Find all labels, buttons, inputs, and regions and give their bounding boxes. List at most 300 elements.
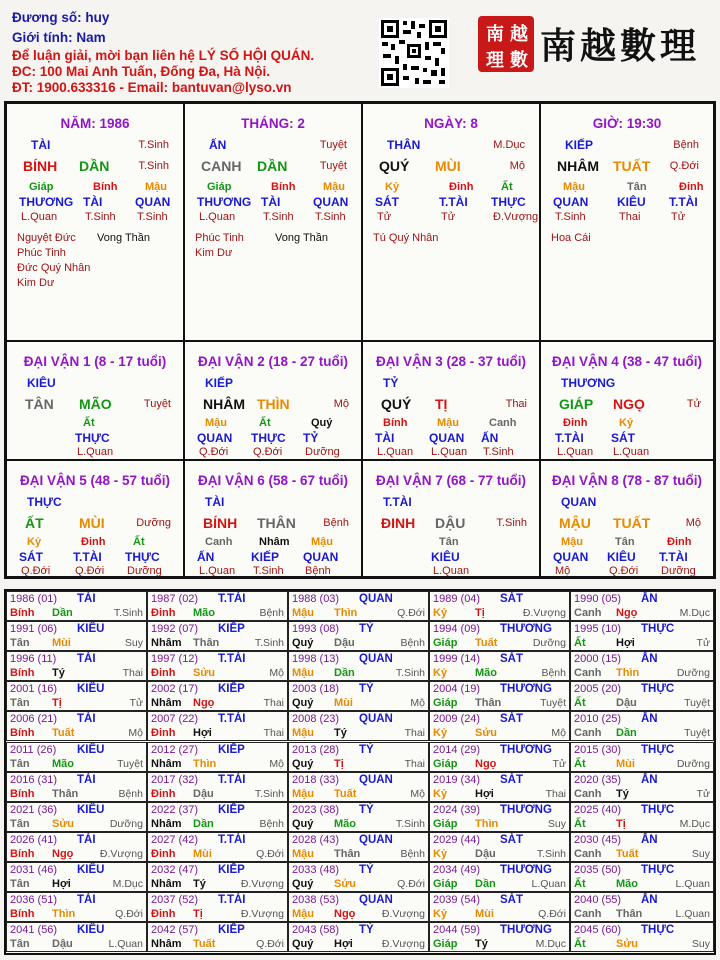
- year-label: 2017 (32): [151, 773, 199, 786]
- year-stage: Thai: [263, 727, 284, 740]
- year-cell: [6, 802, 147, 832]
- year-label: 1991 (06): [10, 623, 58, 636]
- hidden-ten-god: KIÊU: [607, 550, 636, 564]
- year-cell: [288, 621, 429, 651]
- ten-god: QUAN: [561, 495, 597, 509]
- year-ten-god: ẤN: [641, 773, 658, 786]
- year-stage: L.Quan: [675, 908, 710, 920]
- star: Hoa Cái: [551, 232, 591, 244]
- dai-van-cell: [540, 460, 714, 577]
- year-branch: Tị: [475, 607, 485, 619]
- hidden-stage: L.Quan: [431, 446, 468, 458]
- hidden-ten-god: THƯƠNG: [197, 195, 252, 209]
- year-ten-god: THỰC: [641, 743, 675, 756]
- year-ten-god: TÀI: [77, 593, 96, 605]
- year-ten-god: KIẾP: [218, 743, 245, 756]
- year-branch: Hợi: [193, 727, 212, 740]
- phone-email: ĐT: 1900.633316 - Email: bantuvan@lyso.vn: [12, 80, 292, 95]
- year-stem: Nhâm: [151, 877, 182, 890]
- year-branch: Hợi: [334, 938, 353, 951]
- dai-van-title: ĐẠI VẬN 2 (18 - 27 tuổi): [197, 354, 349, 369]
- year-label: 1986 (01): [10, 593, 58, 605]
- ten-god: TỶ: [383, 376, 399, 390]
- hidden-ten-god: TÀI: [261, 195, 281, 209]
- year-ten-god: SÁT: [500, 713, 523, 726]
- year-stage: Mộ: [128, 727, 143, 740]
- year-cell: [570, 772, 714, 802]
- year-ten-god: T.TÀI: [218, 833, 246, 846]
- hidden-ten-god: T.TÀI: [73, 550, 102, 564]
- year-cell: [147, 621, 288, 651]
- stage: Tuyệt: [143, 398, 171, 410]
- year-branch: Mùi: [193, 847, 212, 860]
- hidden-stem: Mậu: [311, 536, 333, 548]
- year-branch: Dậu: [193, 787, 214, 800]
- year-branch: Hợi: [616, 637, 635, 650]
- year-branch: Tuất: [52, 727, 75, 740]
- year-cell: [147, 862, 288, 892]
- year-label: 2045 (60): [574, 924, 622, 937]
- year-ten-god: SÁT: [500, 593, 523, 605]
- year-label: 2008 (23): [292, 713, 340, 726]
- year-branch: Tị: [52, 697, 62, 710]
- year-ten-god: QUAN: [359, 653, 393, 666]
- year-cell: [147, 681, 288, 711]
- heavenly-stem: QUÝ: [379, 158, 410, 174]
- year-label: 2018 (33): [292, 773, 340, 786]
- year-cell: [6, 711, 147, 741]
- year-ten-god: ẤN: [641, 713, 658, 726]
- year-branch: Tý: [334, 727, 347, 740]
- year-ten-god: TỶ: [359, 683, 374, 696]
- year-ten-god: SÁT: [500, 894, 523, 906]
- year-ten-god: QUAN: [359, 773, 393, 786]
- year-ten-god: ẤN: [641, 894, 658, 906]
- dai-van-title: ĐẠI VẬN 7 (68 - 77 tuổi): [375, 473, 527, 488]
- year-cell: [429, 711, 570, 741]
- year-label: 1992 (07): [151, 623, 199, 636]
- year-stage: Tử: [552, 757, 566, 770]
- year-label: 1989 (04): [433, 593, 481, 605]
- year-label: 2022 (37): [151, 803, 199, 816]
- heavenly-stem: GIÁP: [559, 396, 594, 412]
- hidden-ten-god: QUAN: [197, 431, 233, 445]
- year-stage: Đ.Vượng: [522, 607, 566, 619]
- year-branch: Tý: [52, 667, 65, 680]
- year-cell: [570, 802, 714, 832]
- hidden-stem: Tân: [439, 536, 459, 548]
- year-stem: Kỷ: [433, 908, 448, 920]
- hidden-stem: Nhâm: [259, 536, 290, 548]
- hidden-stem: Ất: [259, 417, 271, 429]
- year-branch: Tị: [616, 817, 626, 830]
- year-label: 2010 (25): [574, 713, 622, 726]
- year-ten-god: KIẾP: [218, 924, 245, 937]
- year-stem: Đinh: [151, 787, 176, 800]
- year-stem: Ất: [574, 757, 586, 770]
- year-ten-god: SÁT: [500, 653, 523, 666]
- year-ten-god: TỶ: [359, 803, 374, 816]
- heavenly-stem: QUÝ: [381, 396, 412, 412]
- year-branch: Thìn: [616, 667, 640, 680]
- year-label: 1998 (13): [292, 653, 340, 666]
- year-ten-god: ẤN: [641, 653, 658, 666]
- year-stage: Bệnh: [541, 667, 566, 680]
- hidden-stage: L.Quan: [77, 446, 114, 458]
- year-stage: L.Quan: [531, 877, 566, 890]
- hidden-stem: Mậu: [437, 417, 459, 429]
- year-stage: Tuyệt: [684, 697, 710, 710]
- year-label: 2025 (40): [574, 803, 622, 816]
- year-ten-god: KIẾP: [218, 863, 245, 876]
- year-ten-god: KIẾP: [218, 803, 245, 816]
- hidden-ten-god: KIÊU: [617, 195, 646, 209]
- pillar-title: THÁNG: 2: [241, 116, 305, 131]
- hidden-stage: Q.Đới: [75, 565, 105, 577]
- earthly-branch: THÂN: [257, 515, 296, 531]
- year-cell: [6, 892, 147, 922]
- hidden-ten-god: QUAN: [553, 195, 589, 209]
- earthly-branch: DẦN: [79, 158, 110, 174]
- stage: Mộ: [509, 160, 525, 172]
- year-ten-god: KIẾP: [218, 683, 245, 696]
- year-stage: Thai: [263, 697, 284, 710]
- year-stage: Bệnh: [118, 787, 143, 800]
- year-label: 1996 (11): [10, 653, 57, 666]
- star: Kim Dư: [17, 277, 55, 289]
- year-stem: Giáp: [433, 757, 458, 770]
- ten-god: KIẾP: [565, 138, 594, 152]
- hidden-stage: Đ.Vượng: [493, 211, 539, 223]
- earthly-branch: DẦN: [257, 158, 288, 174]
- year-label: 2015 (30): [574, 743, 622, 756]
- year-label: 2007 (22): [151, 713, 199, 726]
- hidden-ten-god: ẤN: [481, 431, 499, 445]
- year-branch: Thìn: [475, 817, 499, 830]
- hidden-stage: Bệnh: [305, 565, 331, 577]
- year-ten-god: SÁT: [500, 773, 523, 786]
- dai-van-cell: [184, 460, 362, 577]
- hidden-stem: Kỷ: [385, 181, 400, 193]
- year-label: 2042 (57): [151, 924, 199, 937]
- year-cell: [147, 711, 288, 741]
- year-stage: Suy: [547, 817, 566, 830]
- stage: Mộ: [333, 398, 349, 410]
- hidden-stage: L.Quan: [613, 446, 650, 458]
- year-branch: Thân: [616, 908, 643, 920]
- year-stage: Đ.Vượng: [381, 908, 425, 920]
- year-branch: Dần: [334, 667, 355, 680]
- year-stem: Tân: [10, 637, 30, 650]
- year-stage: Tuyệt: [117, 757, 143, 770]
- year-label: 2037 (52): [151, 894, 199, 906]
- year-label: 2014 (29): [433, 743, 481, 756]
- year-cell: [570, 922, 714, 952]
- hidden-stem: Bính: [93, 181, 118, 193]
- hidden-stage: L.Quan: [21, 211, 58, 223]
- year-stage: Q.Đới: [397, 607, 425, 619]
- year-cell: [570, 591, 714, 621]
- year-label: 2032 (47): [151, 863, 199, 876]
- heavenly-stem: ĐINH: [381, 515, 416, 531]
- hidden-stage: T.Sinh: [253, 565, 284, 577]
- year-ten-god: QUAN: [359, 894, 393, 906]
- year-cell: [6, 621, 147, 651]
- heavenly-stem: BÍNH: [203, 515, 238, 531]
- year-stage: Q.Đới: [538, 908, 566, 920]
- dai-van-title: ĐẠI VẬN 3 (28 - 37 tuổi): [375, 354, 527, 369]
- heavenly-stem: ẤT: [25, 515, 44, 531]
- heavenly-stem: MẬU: [559, 515, 591, 531]
- year-stage: Suy: [691, 847, 710, 860]
- seal-char: 數: [510, 50, 528, 71]
- year-ten-god: TỶ: [359, 924, 374, 937]
- dai-van-cell: [6, 460, 184, 577]
- year-cell: [570, 742, 714, 772]
- stage: T.Sinh: [496, 517, 527, 529]
- hidden-stem: Kỷ: [619, 417, 634, 429]
- year-stem: Kỷ: [433, 667, 448, 680]
- ten-god: KIẾP: [205, 376, 234, 390]
- hidden-ten-god: TÀI: [83, 195, 103, 209]
- year-ten-god: THỰC: [641, 803, 675, 816]
- hidden-ten-god: QUAN: [313, 195, 349, 209]
- year-stage: T.Sinh: [395, 817, 425, 830]
- hidden-stem: Mậu: [563, 181, 585, 193]
- year-ten-god: KIÊU: [77, 924, 105, 937]
- year-stem: Kỷ: [433, 787, 448, 800]
- year-cell: [6, 772, 147, 802]
- seal-char: 南: [486, 24, 504, 45]
- year-cell: [6, 862, 147, 892]
- hidden-stem: Đinh: [563, 417, 588, 429]
- year-stem: Mậu: [292, 787, 314, 800]
- year-branch: Sửu: [616, 938, 639, 951]
- hidden-stem: Ất: [501, 181, 513, 193]
- earthly-branch: MÙI: [79, 515, 105, 531]
- year-stem: Canh: [574, 607, 602, 619]
- star: Vong Thần: [97, 232, 151, 244]
- dai-van-title: ĐẠI VẬN 4 (38 - 47 tuổi): [551, 354, 703, 369]
- year-ten-god: KIÊU: [77, 743, 105, 756]
- year-label: 2016 (31): [10, 773, 58, 786]
- year-cell: [429, 892, 570, 922]
- year-branch: Ngọ: [193, 697, 215, 710]
- year-cell: [6, 742, 147, 772]
- year-cell: [429, 832, 570, 862]
- hidden-ten-god: TÀI: [375, 431, 395, 445]
- year-ten-god: TỶ: [359, 863, 374, 876]
- year-branch: Hợi: [475, 787, 494, 800]
- year-branch: Thân: [475, 697, 502, 710]
- year-stage: Dưỡng: [676, 757, 710, 770]
- year-branch: Ngọ: [616, 607, 638, 619]
- year-branch: Tị: [334, 757, 344, 770]
- year-branch: Thân: [334, 847, 361, 860]
- hidden-stem: Đinh: [667, 536, 692, 548]
- year-label: 2027 (42): [151, 833, 199, 846]
- stage: Tuyệt: [319, 160, 347, 172]
- hidden-stage: T.Sinh: [555, 211, 586, 223]
- year-stage: L.Quan: [675, 877, 710, 890]
- hidden-stem: Đinh: [81, 536, 106, 548]
- year-stem: Đinh: [151, 607, 176, 619]
- hidden-ten-god: T.TÀI: [659, 550, 688, 564]
- red-seal-icon: [478, 16, 534, 72]
- bazi-chart: [4, 101, 716, 579]
- hidden-stem: Mậu: [145, 181, 167, 193]
- year-stage: Mộ: [551, 727, 566, 740]
- year-cell: [147, 892, 288, 922]
- star: Kim Dư: [195, 247, 233, 259]
- year-branch: Dậu: [475, 847, 496, 860]
- year-ten-god: QUAN: [359, 593, 393, 605]
- hidden-stage: L.Quan: [433, 565, 470, 577]
- year-stage: Bệnh: [400, 637, 425, 650]
- year-ten-god: TỶ: [359, 623, 374, 636]
- hidden-stage: T.Sinh: [85, 211, 116, 223]
- year-ten-god: T.TÀI: [218, 773, 246, 786]
- year-branch: Dậu: [52, 938, 73, 951]
- hidden-stem: Bính: [383, 417, 408, 429]
- year-cell: [429, 591, 570, 621]
- hidden-stem: Đinh: [449, 181, 474, 193]
- hidden-stem: Tân: [615, 536, 635, 548]
- year-cell: [147, 742, 288, 772]
- year-cell: [429, 802, 570, 832]
- year-stem: Canh: [574, 727, 602, 740]
- year-cell: [570, 832, 714, 862]
- year-cell: [288, 922, 429, 952]
- year-stem: Nhâm: [151, 938, 182, 951]
- hidden-stem: Kỷ: [27, 536, 42, 548]
- year-branch: Hợi: [52, 877, 71, 890]
- year-stem: Ất: [574, 697, 586, 710]
- year-cell: [147, 772, 288, 802]
- year-stem: Tân: [10, 877, 30, 890]
- seal-char: 理: [486, 50, 504, 71]
- year-stage: Tử: [696, 637, 710, 650]
- year-ten-god: THỰC: [641, 623, 675, 636]
- hidden-stage: Tử: [671, 211, 686, 223]
- hidden-stage: T.Sinh: [483, 446, 514, 458]
- year-stage: M.Dục: [535, 938, 566, 951]
- year-label: 2024 (39): [433, 803, 481, 816]
- year-stem: Ất: [574, 938, 586, 951]
- year-stem: Ất: [574, 637, 586, 650]
- year-cell: [429, 922, 570, 952]
- hidden-stage: Thai: [619, 211, 641, 223]
- hidden-stem: Tân: [627, 181, 647, 193]
- year-label: 2002 (17): [151, 683, 199, 696]
- dai-van-cell: [362, 460, 540, 577]
- year-label: 2012 (27): [151, 743, 199, 756]
- year-stage: Thai: [404, 757, 425, 770]
- ten-god: THỰC: [27, 495, 62, 509]
- year-stem: Giáp: [433, 877, 458, 890]
- hidden-stage: T.Sinh: [137, 211, 168, 223]
- earthly-branch: MÃO: [79, 396, 112, 412]
- year-stage: T.Sinh: [395, 667, 425, 680]
- year-cell: [147, 922, 288, 952]
- year-stage: Đ.Vượng: [99, 847, 143, 860]
- year-cell: [6, 832, 147, 862]
- year-branch: Sửu: [52, 817, 75, 830]
- year-label: 2003 (18): [292, 683, 340, 696]
- hidden-stem: Giáp: [29, 181, 54, 193]
- year-stage: L.Quan: [108, 938, 143, 951]
- star: Đức Quý Nhân: [17, 262, 91, 274]
- year-ten-god: THƯƠNG: [500, 924, 552, 937]
- year-branch: Mão: [475, 667, 497, 680]
- heavenly-stem: CANH: [201, 158, 242, 174]
- year-ten-god: THỰC: [641, 683, 675, 696]
- year-label: 1997 (12): [151, 653, 199, 666]
- year-stage: Q.Đới: [397, 877, 425, 890]
- year-cell: [288, 651, 429, 681]
- year-stage: Dưỡng: [109, 817, 143, 830]
- year-branch: Sửu: [193, 667, 216, 680]
- hidden-stem: Bính: [271, 181, 296, 193]
- year-ten-god: KIÊU: [77, 863, 105, 876]
- year-label: 1993 (08): [292, 623, 340, 636]
- earthly-branch: TUẤT: [613, 158, 651, 174]
- year-branch: Dần: [475, 877, 496, 890]
- year-branch: Mùi: [475, 908, 494, 920]
- year-stem: Canh: [574, 787, 602, 800]
- year-branch: Tuất: [475, 637, 498, 650]
- year-label: 2033 (48): [292, 863, 340, 876]
- year-label: 2019 (34): [433, 773, 481, 786]
- year-ten-god: TÀI: [77, 773, 96, 786]
- year-stem: Bính: [10, 667, 35, 680]
- year-cell: [429, 621, 570, 651]
- dai-van-title: ĐẠI VẬN 5 (48 - 57 tuổi): [19, 473, 171, 488]
- star: Phúc Tinh: [17, 247, 66, 259]
- hidden-ten-god: QUAN: [303, 550, 339, 564]
- year-ten-god: THỰC: [641, 863, 675, 876]
- year-label: 2039 (54): [433, 894, 481, 906]
- year-label: 2029 (44): [433, 833, 481, 846]
- hidden-ten-god: T.TÀI: [555, 431, 584, 445]
- year-ten-god: SÁT: [500, 833, 523, 846]
- ten-god: THÂN: [387, 138, 421, 152]
- year-stem: Nhâm: [151, 757, 182, 770]
- stage: Dưỡng: [136, 517, 171, 529]
- year-branch: Mão: [616, 877, 638, 890]
- year-branch: Dần: [193, 817, 214, 830]
- year-label: 2043 (58): [292, 924, 340, 937]
- year-stage: Đ.Vượng: [240, 877, 284, 890]
- year-label: 1988 (03): [292, 593, 340, 605]
- year-cell: [288, 772, 429, 802]
- year-ten-god: THỰC: [641, 924, 675, 937]
- year-ten-god: QUAN: [359, 713, 393, 726]
- year-cell: [570, 711, 714, 741]
- ten-god: KIÊU: [27, 376, 56, 390]
- dai-van-cell: [362, 341, 540, 460]
- year-label: 2036 (51): [10, 894, 58, 906]
- year-label: 2009 (24): [433, 713, 481, 726]
- year-label: 1999 (14): [433, 653, 481, 666]
- year-stage: T.Sinh: [254, 637, 284, 650]
- year-cell: [288, 591, 429, 621]
- year-label: 2031 (46): [10, 863, 58, 876]
- year-stage: Tử: [696, 787, 710, 800]
- year-stem: Đinh: [151, 847, 176, 860]
- year-ten-god: KIẾP: [218, 623, 245, 636]
- year-ten-god: T.TÀI: [218, 894, 246, 906]
